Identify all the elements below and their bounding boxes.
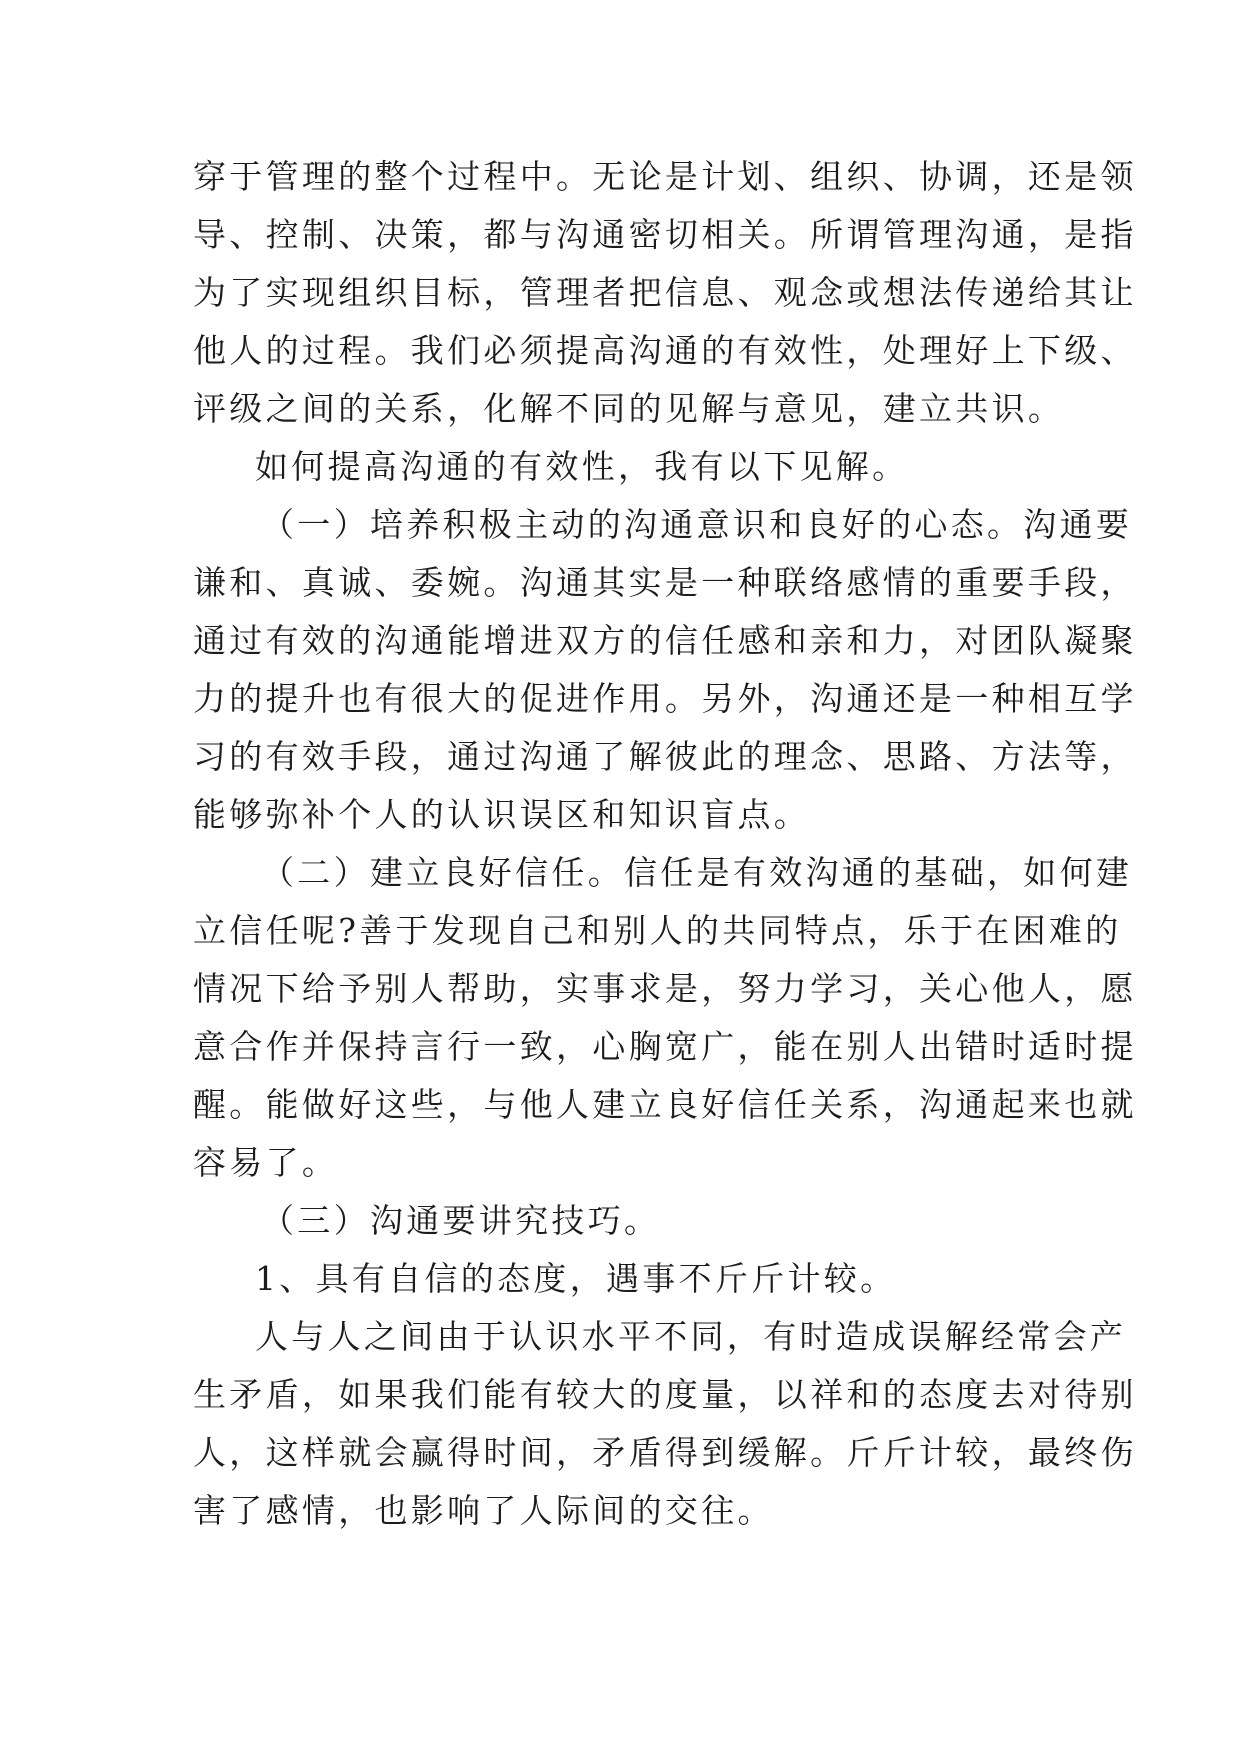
text-line: 意合作并保持言行一致，心胸宽广，能在别人出错时适时提 [193,1027,1137,1066]
text-line: 人，这样就会赢得时间，矛盾得到缓解。斤斤计较，最终伤 [193,1433,1137,1472]
numbered-item-1: 1、具有自信的态度，遇事不斤斤计较。 [255,1259,897,1298]
text-line: 他人的过程。我们必须提高沟通的有效性，处理好上下级、 [193,331,1137,370]
text-line: 人与人之间由于认识水平不同，有时造成误解经常会产 [255,1317,1127,1356]
text-line: 通过有效的沟通能增进双方的信任感和亲和力，对团队凝聚 [193,621,1137,660]
text-line: 醒。能做好这些，与他人建立良好信任关系，沟通起来也就 [193,1085,1137,1124]
text-line: 力的提升也有很大的促进作用。另外，沟通还是一种相互学 [193,679,1137,718]
document-body [193,148,1137,1540]
section-heading-3: （三）沟通要讲究技巧。 [261,1201,661,1240]
section-heading-2: （二）建立良好信任。信任是有效沟通的基础，如何建 [261,853,1133,892]
text-line: 能够弥补个人的认识误区和知识盲点。 [193,795,811,834]
text-line: 习的有效手段，通过沟通了解彼此的理念、思路、方法等， [193,737,1137,776]
section-heading-1: （一）培养积极主动的沟通意识和良好的心态。沟通要 [261,505,1133,544]
text-line: 生矛盾，如果我们能有较大的度量，以祥和的态度去对待别 [193,1375,1137,1414]
text-line: 容易了。 [193,1143,339,1182]
text-line: 导、控制、决策，都与沟通密切相关。所谓管理沟通，是指 [193,215,1137,254]
text-line: 谦和、真诚、委婉。沟通其实是一种联络感情的重要手段， [193,563,1137,602]
text-line: 情况下给予别人帮助，实事求是，努力学习，关心他人，愿 [193,969,1137,1008]
text-line: 穿于管理的整个过程中。无论是计划、组织、协调，还是领 [193,157,1137,196]
paragraph-heading: 如何提高沟通的有效性，我有以下见解。 [255,447,909,486]
text-line: 评级之间的关系，化解不同的见解与意见，建立共识。 [193,389,1065,428]
text-line: 为了实现组织目标，管理者把信息、观念或想法传递给其让 [193,273,1137,312]
text-line: 立信任呢?善于发现自己和别人的共同特点，乐于在困难的 [193,911,1122,950]
text-line: 害了感情，也影响了人际间的交往。 [193,1491,774,1530]
